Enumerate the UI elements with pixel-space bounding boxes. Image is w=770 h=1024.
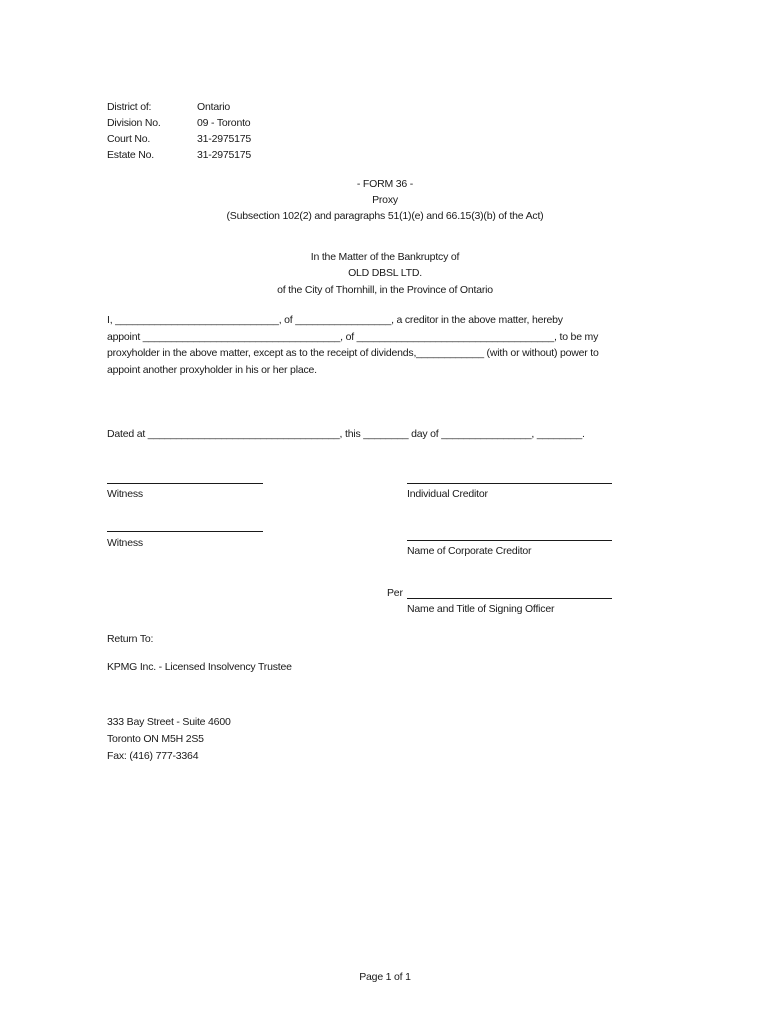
witness-1-signature-line	[107, 483, 263, 484]
court-label: Court No.	[107, 133, 151, 145]
division-value: 09 - Toronto	[197, 117, 251, 129]
form-number: - FORM 36 -	[356, 178, 414, 190]
body-line-3: proxyholder in the above matter, except as to the receipt of dividends,____________ (with or without) power to	[107, 347, 599, 359]
body-line-2: appoint ___________________________________, of ___________________________________, to be my	[107, 330, 599, 343]
form-subsection: (Subsection 102(2) and paragraphs 51(1)(e) and 66.15(3)(b) of the Act)	[226, 210, 544, 222]
body-line-1: I, _____________________________, of _________________, a creditor in the above matter, hereby	[107, 314, 563, 326]
return-to-label: Return To:	[107, 633, 154, 645]
matter-line-1: In the Matter of the Bankruptcy of	[310, 251, 460, 263]
signing-officer-signature-line	[407, 598, 612, 599]
bankrupt-name: OLD DBSL LTD.	[348, 267, 422, 279]
corporate-creditor-signature-line	[407, 540, 612, 541]
estate-value: 31-2975175	[197, 149, 252, 161]
address-line-2: Toronto ON M5H 2S5	[107, 733, 204, 745]
witness-1-label: Witness	[107, 488, 143, 500]
matter-location: of the City of Thornhill, in the Province of Ontario	[277, 284, 493, 296]
fax-number: Fax: (416) 777-3364	[107, 750, 199, 762]
per-label: Per	[387, 587, 403, 599]
proxy-appointment-paragraph	[107, 312, 607, 378]
form-name: Proxy	[372, 194, 398, 206]
individual-creditor-signature-line	[407, 483, 612, 484]
witness-2-label: Witness	[107, 537, 143, 549]
estate-label: Estate No.	[107, 149, 155, 161]
corporate-creditor-label: Name of Corporate Creditor	[407, 545, 532, 557]
trustee-name: KPMG Inc. - Licensed Insolvency Trustee	[107, 661, 292, 673]
district-value: Ontario	[197, 101, 231, 113]
court-value: 31-2975175	[197, 133, 252, 145]
page-number: Page 1 of 1	[359, 971, 411, 983]
signing-officer-label: Name and Title of Signing Officer	[407, 603, 555, 615]
body-line-4: appoint another proxyholder in his or her place.	[107, 363, 317, 376]
division-label: Division No.	[107, 117, 161, 129]
address-line-1: 333 Bay Street - Suite 4600	[107, 716, 231, 728]
witness-2-signature-line	[107, 531, 263, 532]
district-label: District of:	[107, 101, 152, 113]
dated-line: Dated at __________________________________, this ________ day of ________________, ________.	[107, 428, 585, 440]
individual-creditor-label: Individual Creditor	[407, 488, 488, 500]
